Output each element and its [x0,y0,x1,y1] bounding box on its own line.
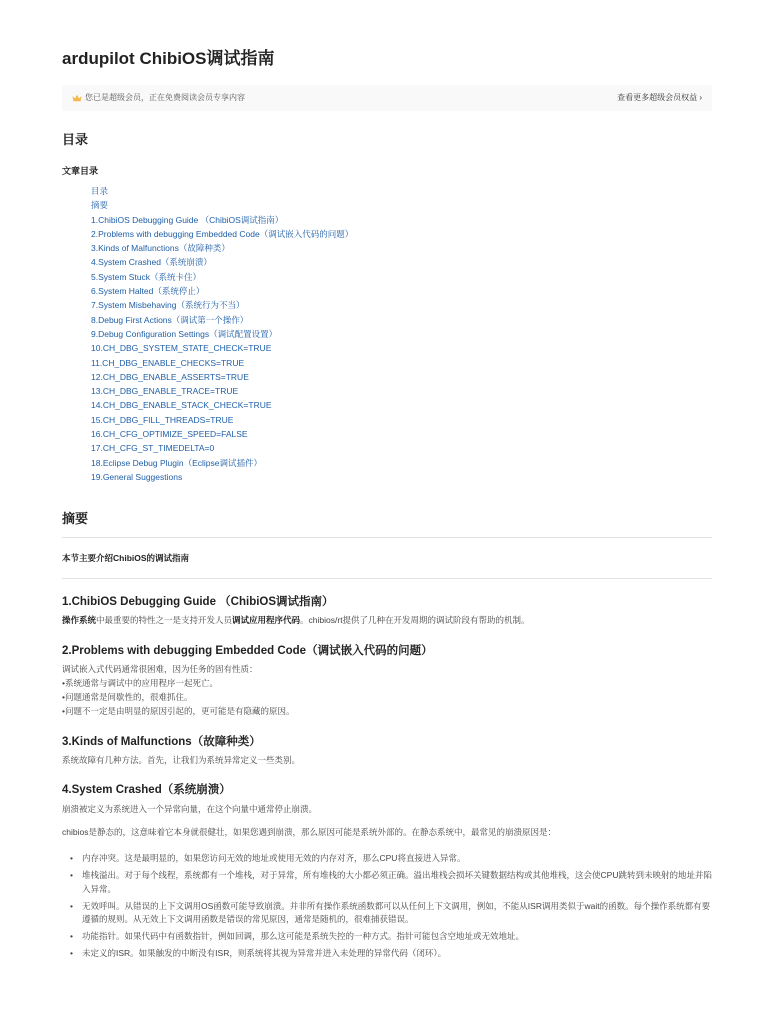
toc-item[interactable]: 18.Eclipse Debug Plugin（Eclipse调试插件） [91,457,263,468]
toc-item[interactable]: 15.CH_DBG_FILL_THREADS=TRUE [91,414,234,425]
divider [62,578,712,579]
summary-title: 摘要 [62,511,89,526]
page-title: ardupilot ChibiOS调试指南 [62,49,275,68]
toc-item[interactable]: 目录 [91,186,109,196]
text-line: 调试嵌入式代码通常很困难，因为任务的固有性质： [62,664,258,674]
toc-item[interactable]: 10.CH_DBG_SYSTEM_STATE_CHECK=TRUE [91,343,272,354]
toc-heading: 文章目录 [62,166,99,176]
section-3-paragraph: 系统故障有几种方法。首先，让我们为系统异常定义一些类别。 [62,755,301,765]
toc-item[interactable]: 12.CH_DBG_ENABLE_ASSERTS=TRUE [91,371,249,382]
section-heading-2: 2.Problems with debugging Embedded Code（调试嵌入代码的问题） [62,645,433,657]
toc-list [91,184,353,484]
list-item: • 无效呼叫。从错误的上下文调用OS函数可能导致崩溃。并非所有操作系统函数都可以从任何上下文调用，例如，不能从ISR调用类似于wait的函数。每个操作系统都有要遵循的规则。从无效上下文调用函数是错误的常见原因，通常是随机的，很难捕获错误。 [68,900,712,927]
vip-notice-text: 您已是超级会员，正在免费阅读会员专享内容 [85,93,245,102]
toc-item[interactable]: 14.CH_DBG_ENABLE_STACK_CHECK=TRUE [91,400,272,411]
text-line: •问题通常是间歇性的，很难抓住。 [62,692,193,702]
bold-text: 调试应用程序代码 [232,615,301,625]
bold-text: 操作系统 [62,615,97,625]
toc-item[interactable]: 3.Kinds of Malfunctions（故障种类） [91,243,230,254]
list-item: • 堆栈溢出。对于每个线程，系统都有一个堆栈，对于异常，所有堆栈的大小都必须正确。溢出堆栈会损坏关键数据结构或其他堆栈，这会使CPU跳转到未映射的地址并陷入异常。 [68,869,712,896]
toc-item[interactable]: 摘要 [91,200,109,211]
list-item: • 内存冲突。这是最明显的，如果您访问无效的地址或使用无效的内存对齐，那么CPU将直接进入异常。 [68,852,712,866]
toc-item[interactable]: 19.General Suggestions [91,471,183,482]
summary-text: 本节主要介绍ChibiOS的调试指南 [62,553,190,563]
divider [62,537,712,538]
toc-item[interactable]: 13.CH_DBG_ENABLE_TRACE=TRUE [91,386,239,397]
toc-item[interactable]: 7.System Misbehaving（系统行为不当） [91,300,245,311]
text-line: •系统通常与调试中的应用程序一起死亡。 [62,678,218,688]
toc-item[interactable]: 1.ChibiOS Debugging Guide （ChibiOS调试指南） [91,214,284,225]
toc-item[interactable]: 16.CH_CFG_OPTIMIZE_SPEED=FALSE [91,429,248,440]
toc-item[interactable]: 17.CH_CFG_ST_TIMEDELTA=0 [91,443,215,454]
vip-notice [72,92,245,103]
text-run: 中最重要的特性之一是支持开发人员 [96,615,233,625]
toc-item[interactable]: 6.System Halted（系统停止） [91,286,205,297]
toc-item[interactable]: 4.System Crashed（系统崩溃） [91,257,212,268]
section-2-paragraph [62,662,294,718]
toc-item[interactable]: 5.System Stuck（系统卡住） [91,271,202,282]
toc-item[interactable]: 9.Debug Configuration Settings（调试配置设置） [91,328,278,339]
list-item: • 功能指针。如果代码中有函数指针，例如回调，那么这可能是系统失控的一种方式。指针可能包含空地址或无效地址。 [68,930,712,944]
crown-icon [72,94,82,102]
toc-section-title: 目录 [62,132,89,147]
toc-item[interactable]: 2.Problems with debugging Embedded Code（调试嵌入代码的问题） [91,228,354,239]
text-line: •问题不一定是由明显的原因引起的，更可能是有隐藏的原因。 [62,706,295,716]
section-heading-1: 1.ChibiOS Debugging Guide （ChibiOS调试指南） [62,596,334,608]
section-1-paragraph [62,613,530,627]
text-run: 。chibios/rt提供了几种在开发周期的调试阶段有帮助的机制。 [300,615,530,625]
list-item: • 未定义的ISR。如果触发的中断没有ISR，则系统将其视为异常并进入未处理的异常代码（闭环）。 [68,947,712,961]
section-heading-4: 4.System Crashed（系统崩溃） [62,784,231,796]
section-heading-3: 3.Kinds of Malfunctions（故障种类） [62,736,261,748]
vip-notice-bar [62,85,712,111]
section-4-paragraph-1: 崩溃被定义为系统进入一个异常向量，在这个向量中通常停止崩溃。 [62,804,318,814]
section-4-paragraph-2: chibios是静态的，这意味着它本身就很健壮，如果您遇到崩溃，那么原因可能是系统外部的。在静态系统中，最常见的崩溃原因是： [62,827,556,837]
toc-item[interactable]: 8.Debug First Actions（调试第一个操作） [91,314,249,325]
toc-item[interactable]: 11.CH_DBG_ENABLE_CHECKS=TRUE [91,357,245,368]
vip-benefits-link[interactable]: 查看更多超级会员权益 › [617,93,702,102]
crash-causes-list [68,852,712,964]
